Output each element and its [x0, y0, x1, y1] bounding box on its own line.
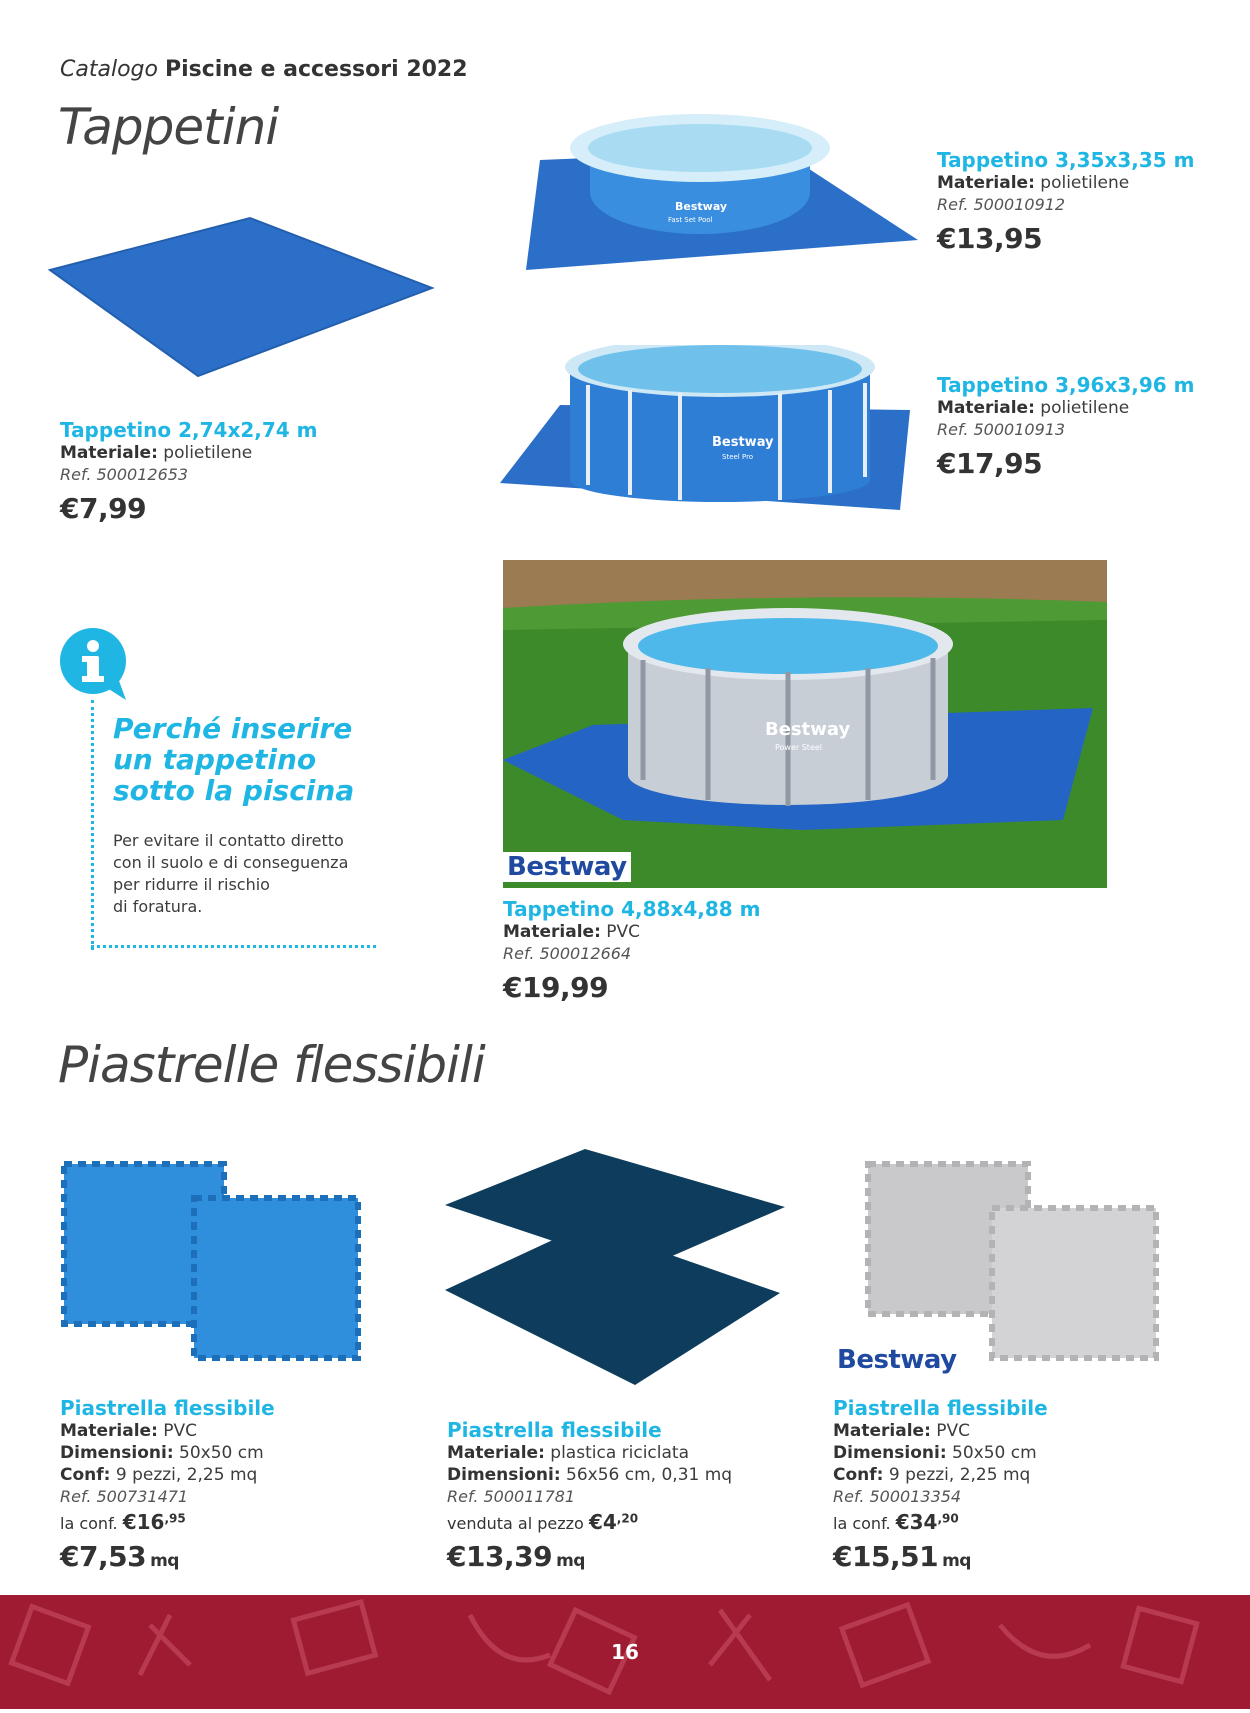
material-label: Materiale:: [60, 443, 158, 463]
info-title: Perché inserire un tappetino sotto la piscina: [113, 712, 355, 807]
mat-image-small: [40, 210, 440, 380]
info-icon: [58, 628, 130, 700]
dimensions-value: 50x50 cm: [952, 1443, 1037, 1463]
pool-brand-label: Bestway: [712, 435, 774, 450]
pool-model-label: Steel Pro: [722, 453, 754, 461]
product-ref: Ref. 500010913: [937, 420, 1066, 439]
material-label: Materiale:: [503, 922, 601, 942]
bestway-logo: Bestway: [833, 1345, 961, 1375]
navy-tiles-image: [445, 1145, 790, 1390]
pack-value: 9 pezzi, 2,25 mq: [115, 1465, 258, 1485]
product-price: €13,95: [937, 222, 1043, 255]
product-tappetino-3: [937, 373, 1195, 480]
info-body: Per evitare il contatto diretto con il suolo e di conseguenza per ridurre il rischio di foratura.: [113, 831, 349, 916]
pool-brand-label: Bestway: [765, 719, 851, 740]
product-name: Piastrella flessibile: [60, 1396, 275, 1420]
section-title-tappetini: Tappetini: [58, 98, 279, 156]
product-price: €7,53 mq: [60, 1540, 179, 1573]
pool-model-label: Fast Set Pool: [668, 216, 713, 224]
blue-tiles-image: [58, 1158, 368, 1363]
info-divider-vertical: [91, 700, 98, 950]
pool-model-label: Power Steel: [775, 743, 823, 752]
catalog-header: [60, 57, 468, 82]
product-ref: Ref. 500012664: [503, 944, 632, 963]
dimensions-value: 50x50 cm: [179, 1443, 264, 1463]
grey-tiles-image: [862, 1158, 1162, 1363]
product-price: €19,99: [503, 971, 609, 1004]
material-value: PVC: [606, 922, 641, 942]
pool-brand-label: Bestway: [675, 200, 728, 213]
product-name: Piastrella flessibile: [833, 1396, 1048, 1420]
product-price: €15,51 mq: [833, 1540, 971, 1573]
product-ref: Ref. 500013354: [833, 1487, 962, 1506]
dimensions-value: 56x56 cm, 0,31 mq: [566, 1465, 733, 1485]
product-tappetino-2: [937, 148, 1195, 255]
product-ref: Ref. 500012653: [60, 465, 189, 484]
product-name: Tappetino 4,88x4,88 m: [503, 897, 761, 921]
material-label: Materiale:: [937, 173, 1035, 193]
product-ref: Ref. 500010912: [937, 195, 1066, 214]
product-ref: Ref. 500011781: [447, 1487, 576, 1506]
catalog-word: Catalogo: [60, 57, 158, 82]
steel-pro-pool-image: [500, 345, 920, 515]
material-label: Materiale:: [937, 398, 1035, 418]
material-value: polietilene: [163, 443, 253, 463]
product-piastrella-3: Piastrella flessibile Materiale: PVC Dimensioni: 50x50 cm Conf: 9 pezzi, 2,25 mq Ref. 500013354 la conf. $€34^{,90}$ €15,51 mq: [833, 1396, 1048, 1573]
product-piastrella-2: Piastrella flessibile Materiale: plastica riciclata Dimensioni: 56x56 cm, 0,31 mq Ref. 500011781 venduta al pezzo $€4^{,20}$ €13,39 mq: [447, 1418, 733, 1573]
info-badge: [58, 628, 130, 704]
fast-set-pool-image: [520, 100, 920, 275]
material-value: polietilene: [1040, 173, 1130, 193]
material-value: PVC: [163, 1421, 198, 1441]
product-price: €7,99: [60, 492, 147, 525]
material-value: PVC: [936, 1421, 971, 1441]
material-value: polietilene: [1040, 398, 1130, 418]
catalog-title: Piscine e accessori 2022: [164, 57, 468, 82]
power-steel-pool-photo: [503, 560, 1107, 888]
page-number: 16: [611, 1640, 639, 1664]
product-price: €13,39 mq: [447, 1540, 585, 1573]
pack-price: la conf. $€34^{,90}$: [833, 1510, 959, 1534]
pack-value: 9 pezzi, 2,25 mq: [888, 1465, 1031, 1485]
product-tappetino-1: [60, 418, 318, 525]
bestway-logo: Bestway: [503, 852, 631, 882]
info-divider-horizontal: [91, 945, 376, 948]
pack-price: la conf. $€16^{,95}$: [60, 1510, 186, 1534]
product-tappetino-4: [503, 897, 761, 1004]
product-name: Tappetino 3,35x3,35 m: [937, 148, 1195, 172]
product-piastrella-1: Piastrella flessibile Materiale: PVC Dimensioni: 50x50 cm Conf: 9 pezzi, 2,25 mq Ref. 500731471 la conf. $€16^{,95}$ €7,53 mq: [60, 1396, 275, 1573]
material-value: plastica riciclata: [550, 1443, 689, 1463]
product-ref: Ref. 500731471: [60, 1487, 189, 1506]
product-name: Tappetino 3,96x3,96 m: [937, 373, 1195, 397]
product-name: Tappetino 2,74x2,74 m: [60, 418, 318, 442]
pack-price: venduta al pezzo $€4^{,20}$: [447, 1510, 639, 1534]
product-price: €17,95: [937, 447, 1043, 480]
product-name: Piastrella flessibile: [447, 1418, 662, 1442]
section-title-piastrelle: Piastrelle flessibili: [58, 1036, 485, 1094]
